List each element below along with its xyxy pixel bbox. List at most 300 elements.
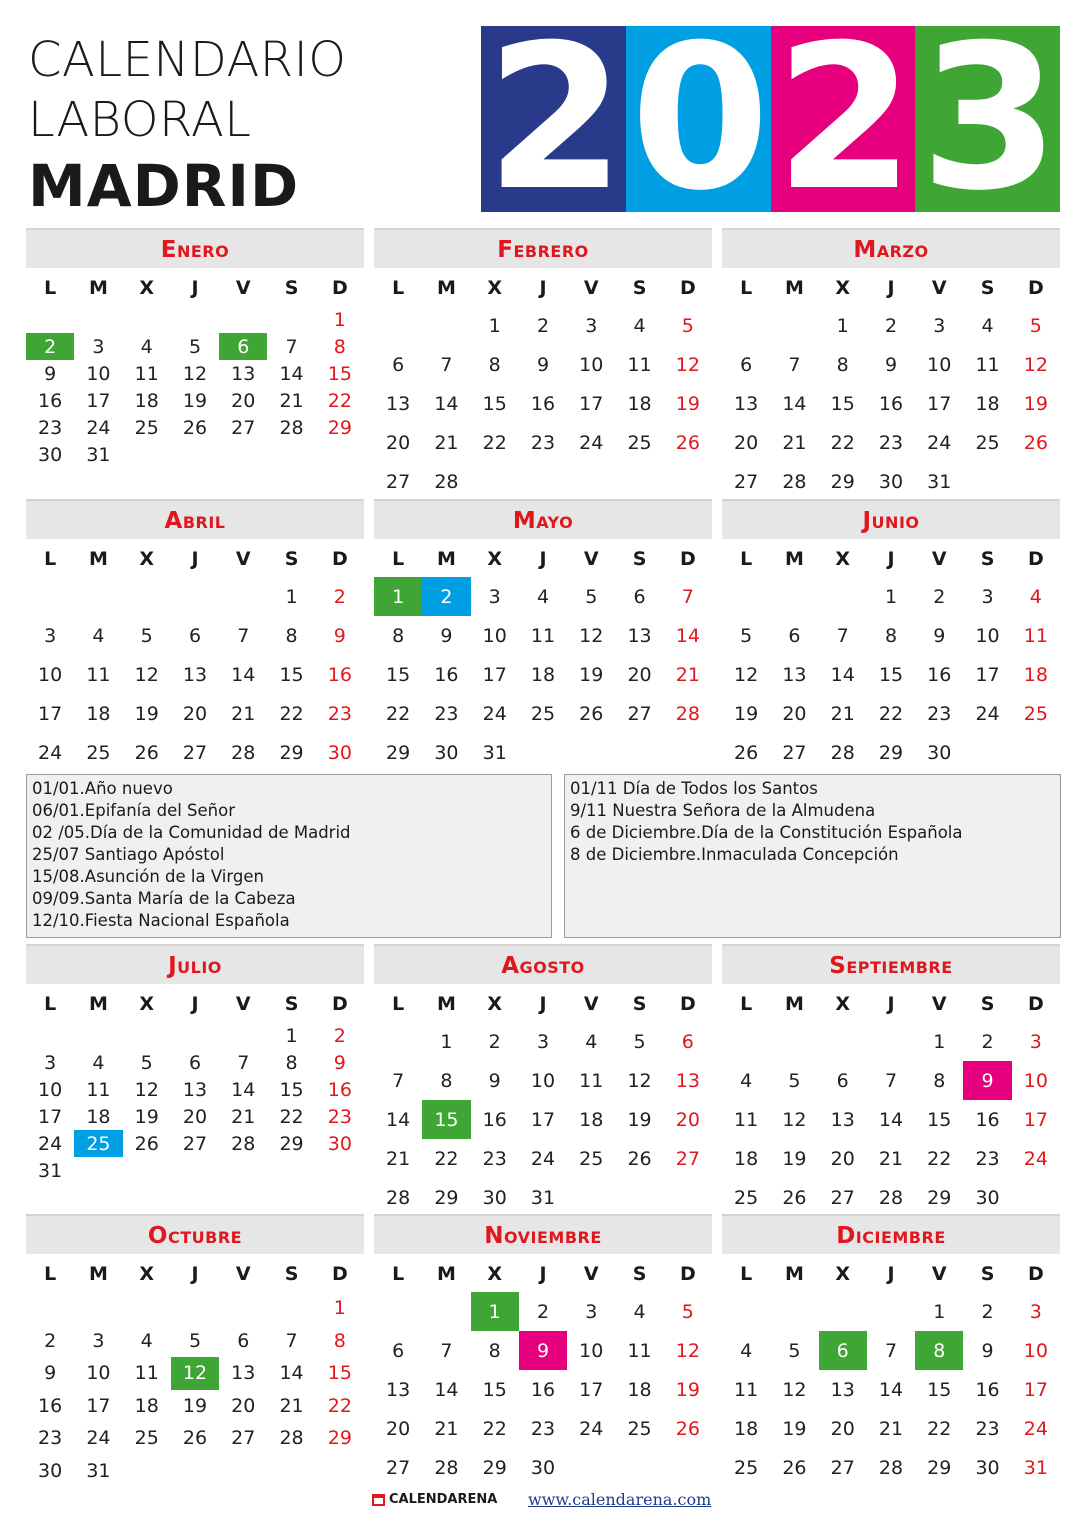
day-cell[interactable]: 13 xyxy=(782,663,807,686)
day-cell[interactable]: 12 xyxy=(675,1339,700,1362)
day-cell[interactable]: 26 xyxy=(134,741,159,764)
day-cell[interactable]: 17 xyxy=(38,702,63,725)
day-cell[interactable]: 16 xyxy=(38,389,63,412)
day-cell[interactable]: 27 xyxy=(675,1147,700,1170)
day-cell[interactable]: 17 xyxy=(86,389,111,412)
day-cell[interactable]: 22 xyxy=(482,1417,507,1440)
day-cell[interactable]: 11 xyxy=(86,1078,111,1101)
day-cell[interactable]: 3 xyxy=(1029,1300,1042,1323)
day-cell[interactable]: 20 xyxy=(830,1417,855,1440)
day-cell[interactable]: 25 xyxy=(627,1417,652,1440)
day-cell[interactable]: 15 xyxy=(327,362,352,385)
day-cell[interactable]: 31 xyxy=(530,1186,556,1209)
day-cell[interactable]: 29 xyxy=(927,1456,952,1479)
day-cell[interactable]: 1 xyxy=(884,585,898,608)
day-cell[interactable]: 15 xyxy=(927,1378,952,1401)
day-cell[interactable]: 6 xyxy=(392,353,405,376)
day-cell[interactable]: 15 xyxy=(878,663,904,686)
day-cell[interactable]: 16 xyxy=(927,663,952,686)
day-cell[interactable]: 16 xyxy=(482,1108,507,1131)
day-cell[interactable]: 24 xyxy=(579,1417,604,1440)
day-cell[interactable]: 13 xyxy=(830,1108,855,1131)
day-cell[interactable]: 19 xyxy=(182,389,208,412)
day-cell[interactable]: 25 xyxy=(579,1147,604,1170)
day-cell[interactable]: 19 xyxy=(627,1108,652,1131)
day-cell[interactable]: 4 xyxy=(633,314,646,337)
day-cell[interactable]: 18 xyxy=(1023,663,1048,686)
day-cell[interactable]: 24 xyxy=(38,1132,63,1155)
day-cell[interactable]: 9 xyxy=(44,1362,57,1385)
website-link[interactable]: www.calendarena.com xyxy=(528,1490,712,1509)
day-cell[interactable]: 17 xyxy=(1023,1108,1048,1131)
day-cell[interactable]: 2 xyxy=(536,314,550,337)
day-cell[interactable]: 23 xyxy=(975,1417,1000,1440)
day-cell[interactable]: 4 xyxy=(140,335,153,358)
day-cell[interactable]: 23 xyxy=(530,1417,556,1440)
day-cell[interactable]: 30 xyxy=(38,1459,63,1482)
day-cell[interactable]: 26 xyxy=(134,1132,159,1155)
day-cell[interactable]: 21 xyxy=(434,431,459,454)
day-cell[interactable]: 2 xyxy=(44,1329,57,1352)
day-cell[interactable]: 25 xyxy=(734,1456,759,1479)
day-cell[interactable]: 6 xyxy=(633,585,646,608)
day-cell[interactable]: 10 xyxy=(482,624,507,647)
day-cell[interactable]: 4 xyxy=(92,1051,105,1074)
day-cell[interactable]: 26 xyxy=(782,1456,807,1479)
day-cell[interactable]: 20 xyxy=(386,431,411,454)
day-cell[interactable]: 20 xyxy=(675,1108,700,1131)
day-cell[interactable]: 30 xyxy=(975,1456,1000,1479)
day-cell[interactable]: 31 xyxy=(86,443,111,466)
day-cell[interactable]: 14 xyxy=(231,1078,256,1101)
day-cell[interactable]: 18 xyxy=(734,1147,759,1170)
day-cell[interactable]: 14 xyxy=(434,1378,459,1401)
day-cell[interactable]: 10 xyxy=(975,624,1000,647)
day-cell[interactable]: 5 xyxy=(788,1339,801,1362)
day-cell[interactable]: 23 xyxy=(38,416,63,439)
day-cell[interactable]: 19 xyxy=(134,702,159,725)
day-cell[interactable]: 9 xyxy=(333,1051,346,1074)
day-cell[interactable]: 7 xyxy=(440,1339,453,1362)
day-cell[interactable]: 27 xyxy=(231,416,256,439)
day-cell[interactable]: 12 xyxy=(734,663,759,686)
day-cell[interactable]: 19 xyxy=(782,1417,807,1440)
day-cell[interactable]: 15 xyxy=(482,392,507,415)
day-cell[interactable]: 30 xyxy=(434,741,459,764)
day-cell[interactable]: 23 xyxy=(327,1105,352,1128)
day-cell[interactable]: 13 xyxy=(231,362,256,385)
day-cell[interactable]: 16 xyxy=(530,1378,556,1401)
day-cell[interactable]: 29 xyxy=(279,1132,304,1155)
day-cell[interactable]: 7 xyxy=(884,1069,898,1092)
day-cell[interactable]: 20 xyxy=(182,702,208,725)
day-cell[interactable]: 12 xyxy=(579,624,604,647)
day-cell[interactable]: 14 xyxy=(386,1108,411,1131)
day-cell[interactable]: 28 xyxy=(782,470,807,493)
holiday-day-cell[interactable]: 8 xyxy=(915,1331,963,1370)
day-cell[interactable]: 9 xyxy=(536,353,550,376)
day-cell[interactable]: 27 xyxy=(734,470,759,493)
day-cell[interactable]: 11 xyxy=(530,624,556,647)
day-cell[interactable]: 29 xyxy=(386,741,411,764)
day-cell[interactable]: 16 xyxy=(327,1078,352,1101)
day-cell[interactable]: 9 xyxy=(884,353,898,376)
day-cell[interactable]: 6 xyxy=(188,624,202,647)
holiday-day-cell[interactable]: 9 xyxy=(519,1331,567,1370)
day-cell[interactable]: 28 xyxy=(878,1186,904,1209)
day-cell[interactable]: 16 xyxy=(434,663,459,686)
day-cell[interactable]: 7 xyxy=(237,624,250,647)
day-cell[interactable]: 3 xyxy=(585,314,598,337)
day-cell[interactable]: 26 xyxy=(675,431,700,454)
day-cell[interactable]: 3 xyxy=(981,585,994,608)
day-cell[interactable]: 28 xyxy=(231,1132,256,1155)
day-cell[interactable]: 22 xyxy=(434,1147,459,1170)
day-cell[interactable]: 24 xyxy=(1023,1417,1048,1440)
day-cell[interactable]: 12 xyxy=(782,1108,807,1131)
day-cell[interactable]: 4 xyxy=(633,1300,646,1323)
day-cell[interactable]: 5 xyxy=(740,624,753,647)
day-cell[interactable]: 14 xyxy=(279,362,304,385)
day-cell[interactable]: 17 xyxy=(927,392,952,415)
day-cell[interactable]: 10 xyxy=(86,1362,111,1385)
day-cell[interactable]: 8 xyxy=(440,1069,453,1092)
day-cell[interactable]: 22 xyxy=(830,431,855,454)
day-cell[interactable]: 26 xyxy=(675,1417,700,1440)
day-cell[interactable]: 18 xyxy=(134,1394,159,1417)
day-cell[interactable]: 18 xyxy=(134,389,159,412)
day-cell[interactable]: 5 xyxy=(140,1051,153,1074)
day-cell[interactable]: 28 xyxy=(830,741,855,764)
day-cell[interactable]: 18 xyxy=(627,392,652,415)
day-cell[interactable]: 3 xyxy=(933,314,946,337)
day-cell[interactable]: 19 xyxy=(134,1105,159,1128)
day-cell[interactable]: 27 xyxy=(782,741,807,764)
day-cell[interactable]: 4 xyxy=(740,1069,753,1092)
day-cell[interactable]: 23 xyxy=(878,431,904,454)
day-cell[interactable]: 30 xyxy=(878,470,904,493)
day-cell[interactable]: 3 xyxy=(536,1030,550,1053)
day-cell[interactable]: 31 xyxy=(927,470,952,493)
day-cell[interactable]: 10 xyxy=(927,353,952,376)
day-cell[interactable]: 10 xyxy=(530,1069,556,1092)
day-cell[interactable]: 8 xyxy=(488,1339,501,1362)
day-cell[interactable]: 7 xyxy=(392,1069,405,1092)
day-cell[interactable]: 11 xyxy=(1023,624,1048,647)
day-cell[interactable]: 4 xyxy=(536,585,550,608)
day-cell[interactable]: 2 xyxy=(981,1030,994,1053)
day-cell[interactable]: 14 xyxy=(830,663,855,686)
day-cell[interactable]: 22 xyxy=(327,389,352,412)
day-cell[interactable]: 3 xyxy=(44,1051,57,1074)
holiday-day-cell[interactable]: 1 xyxy=(374,577,422,616)
day-cell[interactable]: 15 xyxy=(279,1078,304,1101)
day-cell[interactable]: 18 xyxy=(734,1417,759,1440)
day-cell[interactable]: 29 xyxy=(434,1186,459,1209)
day-cell[interactable]: 25 xyxy=(530,702,556,725)
day-cell[interactable]: 12 xyxy=(675,353,700,376)
day-cell[interactable]: 13 xyxy=(182,1078,208,1101)
day-cell[interactable]: 30 xyxy=(327,741,352,764)
day-cell[interactable]: 20 xyxy=(386,1417,411,1440)
day-cell[interactable]: 10 xyxy=(38,663,63,686)
day-cell[interactable]: 5 xyxy=(188,335,202,358)
day-cell[interactable]: 16 xyxy=(975,1378,1000,1401)
day-cell[interactable]: 20 xyxy=(734,431,759,454)
day-cell[interactable]: 27 xyxy=(830,1456,855,1479)
day-cell[interactable]: 26 xyxy=(182,1427,208,1450)
day-cell[interactable]: 29 xyxy=(327,1427,352,1450)
day-cell[interactable]: 10 xyxy=(1023,1069,1048,1092)
day-cell[interactable]: 1 xyxy=(440,1030,453,1053)
day-cell[interactable]: 24 xyxy=(38,741,63,764)
day-cell[interactable]: 8 xyxy=(333,335,346,358)
day-cell[interactable]: 27 xyxy=(386,470,411,493)
day-cell[interactable]: 17 xyxy=(1023,1378,1048,1401)
holiday-day-cell[interactable]: 9 xyxy=(963,1061,1011,1100)
day-cell[interactable]: 19 xyxy=(182,1394,208,1417)
day-cell[interactable]: 23 xyxy=(975,1147,1000,1170)
day-cell[interactable]: 18 xyxy=(86,702,111,725)
day-cell[interactable]: 20 xyxy=(231,1394,256,1417)
day-cell[interactable]: 26 xyxy=(782,1186,807,1209)
day-cell[interactable]: 26 xyxy=(182,416,208,439)
day-cell[interactable]: 13 xyxy=(231,1362,256,1385)
day-cell[interactable]: 17 xyxy=(86,1394,111,1417)
day-cell[interactable]: 12 xyxy=(782,1378,807,1401)
day-cell[interactable]: 26 xyxy=(579,702,604,725)
day-cell[interactable]: 4 xyxy=(92,624,105,647)
day-cell[interactable]: 3 xyxy=(92,1329,105,1352)
day-cell[interactable]: 21 xyxy=(386,1147,411,1170)
day-cell[interactable]: 28 xyxy=(386,1186,411,1209)
day-cell[interactable]: 1 xyxy=(933,1300,946,1323)
day-cell[interactable]: 12 xyxy=(134,1078,159,1101)
day-cell[interactable]: 20 xyxy=(231,389,256,412)
day-cell[interactable]: 30 xyxy=(327,1132,352,1155)
day-cell[interactable]: 21 xyxy=(878,1417,904,1440)
holiday-day-cell[interactable]: 25 xyxy=(74,1130,122,1157)
day-cell[interactable]: 6 xyxy=(237,1329,250,1352)
day-cell[interactable]: 11 xyxy=(627,353,652,376)
day-cell[interactable]: 8 xyxy=(488,353,501,376)
day-cell[interactable]: 29 xyxy=(878,741,904,764)
day-cell[interactable]: 29 xyxy=(327,416,352,439)
day-cell[interactable]: 3 xyxy=(92,335,105,358)
day-cell[interactable]: 18 xyxy=(86,1105,111,1128)
day-cell[interactable]: 3 xyxy=(585,1300,598,1323)
day-cell[interactable]: 8 xyxy=(836,353,849,376)
day-cell[interactable]: 21 xyxy=(231,1105,256,1128)
day-cell[interactable]: 26 xyxy=(627,1147,652,1170)
day-cell[interactable]: 9 xyxy=(933,624,946,647)
day-cell[interactable]: 11 xyxy=(975,353,1000,376)
day-cell[interactable]: 1 xyxy=(488,314,501,337)
day-cell[interactable]: 15 xyxy=(927,1108,952,1131)
day-cell[interactable]: 31 xyxy=(1023,1456,1048,1479)
day-cell[interactable]: 24 xyxy=(927,431,952,454)
day-cell[interactable]: 27 xyxy=(386,1456,411,1479)
day-cell[interactable]: 28 xyxy=(878,1456,904,1479)
day-cell[interactable]: 18 xyxy=(975,392,1000,415)
day-cell[interactable]: 22 xyxy=(927,1147,952,1170)
day-cell[interactable]: 13 xyxy=(386,1378,411,1401)
day-cell[interactable]: 4 xyxy=(740,1339,753,1362)
day-cell[interactable]: 8 xyxy=(333,1329,346,1352)
day-cell[interactable]: 11 xyxy=(134,362,159,385)
day-cell[interactable]: 21 xyxy=(878,1147,904,1170)
day-cell[interactable]: 23 xyxy=(327,702,352,725)
holiday-day-cell[interactable]: 2 xyxy=(422,577,470,616)
day-cell[interactable]: 25 xyxy=(734,1186,759,1209)
holiday-day-cell[interactable]: 2 xyxy=(26,333,74,360)
day-cell[interactable]: 17 xyxy=(482,663,507,686)
day-cell[interactable]: 9 xyxy=(333,624,346,647)
day-cell[interactable]: 15 xyxy=(482,1378,507,1401)
day-cell[interactable]: 13 xyxy=(830,1378,855,1401)
day-cell[interactable]: 17 xyxy=(38,1105,63,1128)
holiday-day-cell[interactable]: 1 xyxy=(471,1292,519,1331)
day-cell[interactable]: 9 xyxy=(981,1339,994,1362)
day-cell[interactable]: 6 xyxy=(836,1069,849,1092)
day-cell[interactable]: 23 xyxy=(434,702,459,725)
day-cell[interactable]: 3 xyxy=(44,624,57,647)
day-cell[interactable]: 22 xyxy=(279,1105,304,1128)
day-cell[interactable]: 11 xyxy=(734,1378,759,1401)
day-cell[interactable]: 27 xyxy=(182,1132,208,1155)
day-cell[interactable]: 26 xyxy=(734,741,759,764)
day-cell[interactable]: 6 xyxy=(788,624,801,647)
day-cell[interactable]: 6 xyxy=(740,353,753,376)
day-cell[interactable]: 24 xyxy=(975,702,1000,725)
day-cell[interactable]: 28 xyxy=(675,702,700,725)
day-cell[interactable]: 2 xyxy=(333,585,346,608)
day-cell[interactable]: 1 xyxy=(836,314,849,337)
day-cell[interactable]: 13 xyxy=(734,392,759,415)
day-cell[interactable]: 8 xyxy=(392,624,405,647)
day-cell[interactable]: 11 xyxy=(627,1339,652,1362)
day-cell[interactable]: 10 xyxy=(579,1339,604,1362)
day-cell[interactable]: 17 xyxy=(530,1108,556,1131)
day-cell[interactable]: 4 xyxy=(981,314,994,337)
day-cell[interactable]: 11 xyxy=(86,663,111,686)
day-cell[interactable]: 9 xyxy=(488,1069,501,1092)
day-cell[interactable]: 13 xyxy=(627,624,652,647)
day-cell[interactable]: 30 xyxy=(530,1456,556,1479)
day-cell[interactable]: 16 xyxy=(975,1108,1000,1131)
day-cell[interactable]: 1 xyxy=(333,308,346,331)
day-cell[interactable]: 13 xyxy=(182,663,208,686)
day-cell[interactable]: 28 xyxy=(231,741,256,764)
day-cell[interactable]: 21 xyxy=(782,431,807,454)
day-cell[interactable]: 7 xyxy=(440,353,453,376)
day-cell[interactable]: 22 xyxy=(482,431,507,454)
day-cell[interactable]: 8 xyxy=(884,624,898,647)
day-cell[interactable]: 27 xyxy=(627,702,652,725)
day-cell[interactable]: 29 xyxy=(279,741,304,764)
day-cell[interactable]: 12 xyxy=(627,1069,652,1092)
holiday-day-cell[interactable]: 15 xyxy=(422,1100,470,1139)
day-cell[interactable]: 27 xyxy=(182,741,208,764)
day-cell[interactable]: 15 xyxy=(830,392,855,415)
day-cell[interactable]: 25 xyxy=(627,431,652,454)
day-cell[interactable]: 23 xyxy=(482,1147,507,1170)
day-cell[interactable]: 29 xyxy=(830,470,855,493)
day-cell[interactable]: 16 xyxy=(38,1394,63,1417)
day-cell[interactable]: 10 xyxy=(579,353,604,376)
day-cell[interactable]: 25 xyxy=(1023,702,1048,725)
day-cell[interactable]: 1 xyxy=(285,1024,298,1047)
day-cell[interactable]: 2 xyxy=(884,314,898,337)
day-cell[interactable]: 14 xyxy=(675,624,700,647)
day-cell[interactable]: 4 xyxy=(585,1030,598,1053)
day-cell[interactable]: 13 xyxy=(675,1069,700,1092)
day-cell[interactable]: 16 xyxy=(530,392,556,415)
day-cell[interactable]: 2 xyxy=(488,1030,501,1053)
day-cell[interactable]: 3 xyxy=(488,585,501,608)
day-cell[interactable]: 15 xyxy=(279,663,304,686)
day-cell[interactable]: 18 xyxy=(627,1378,652,1401)
day-cell[interactable]: 6 xyxy=(188,1051,202,1074)
day-cell[interactable]: 28 xyxy=(279,416,304,439)
day-cell[interactable]: 2 xyxy=(981,1300,994,1323)
day-cell[interactable]: 14 xyxy=(878,1108,904,1131)
day-cell[interactable]: 18 xyxy=(579,1108,604,1131)
day-cell[interactable]: 14 xyxy=(782,392,807,415)
day-cell[interactable]: 19 xyxy=(1023,392,1048,415)
day-cell[interactable]: 15 xyxy=(327,1362,352,1385)
day-cell[interactable]: 1 xyxy=(285,585,298,608)
day-cell[interactable]: 27 xyxy=(231,1427,256,1450)
day-cell[interactable]: 7 xyxy=(237,1051,250,1074)
day-cell[interactable]: 30 xyxy=(927,741,952,764)
day-cell[interactable]: 24 xyxy=(482,702,507,725)
day-cell[interactable]: 7 xyxy=(884,1339,898,1362)
day-cell[interactable]: 19 xyxy=(782,1147,807,1170)
day-cell[interactable]: 24 xyxy=(530,1147,556,1170)
day-cell[interactable]: 17 xyxy=(579,1378,604,1401)
day-cell[interactable]: 2 xyxy=(333,1024,346,1047)
day-cell[interactable]: 26 xyxy=(1023,431,1048,454)
holiday-day-cell[interactable]: 6 xyxy=(219,333,267,360)
day-cell[interactable]: 22 xyxy=(386,702,411,725)
day-cell[interactable]: 23 xyxy=(38,1427,63,1450)
day-cell[interactable]: 21 xyxy=(231,702,256,725)
day-cell[interactable]: 15 xyxy=(386,663,411,686)
day-cell[interactable]: 21 xyxy=(675,663,700,686)
day-cell[interactable]: 17 xyxy=(975,663,1000,686)
day-cell[interactable]: 30 xyxy=(482,1186,507,1209)
day-cell[interactable]: 9 xyxy=(440,624,453,647)
day-cell[interactable]: 1 xyxy=(333,1297,346,1320)
day-cell[interactable]: 5 xyxy=(585,585,598,608)
day-cell[interactable]: 25 xyxy=(86,741,111,764)
day-cell[interactable]: 24 xyxy=(1023,1147,1048,1170)
day-cell[interactable]: 7 xyxy=(285,1329,298,1352)
day-cell[interactable]: 25 xyxy=(134,1427,159,1450)
day-cell[interactable]: 22 xyxy=(927,1417,952,1440)
day-cell[interactable]: 4 xyxy=(140,1329,153,1352)
day-cell[interactable]: 9 xyxy=(44,362,57,385)
day-cell[interactable]: 6 xyxy=(392,1339,405,1362)
day-cell[interactable]: 4 xyxy=(1029,585,1042,608)
day-cell[interactable]: 19 xyxy=(579,663,604,686)
day-cell[interactable]: 10 xyxy=(38,1078,63,1101)
day-cell[interactable]: 19 xyxy=(675,1378,700,1401)
day-cell[interactable]: 18 xyxy=(530,663,556,686)
day-cell[interactable]: 10 xyxy=(86,362,111,385)
day-cell[interactable]: 16 xyxy=(327,663,352,686)
